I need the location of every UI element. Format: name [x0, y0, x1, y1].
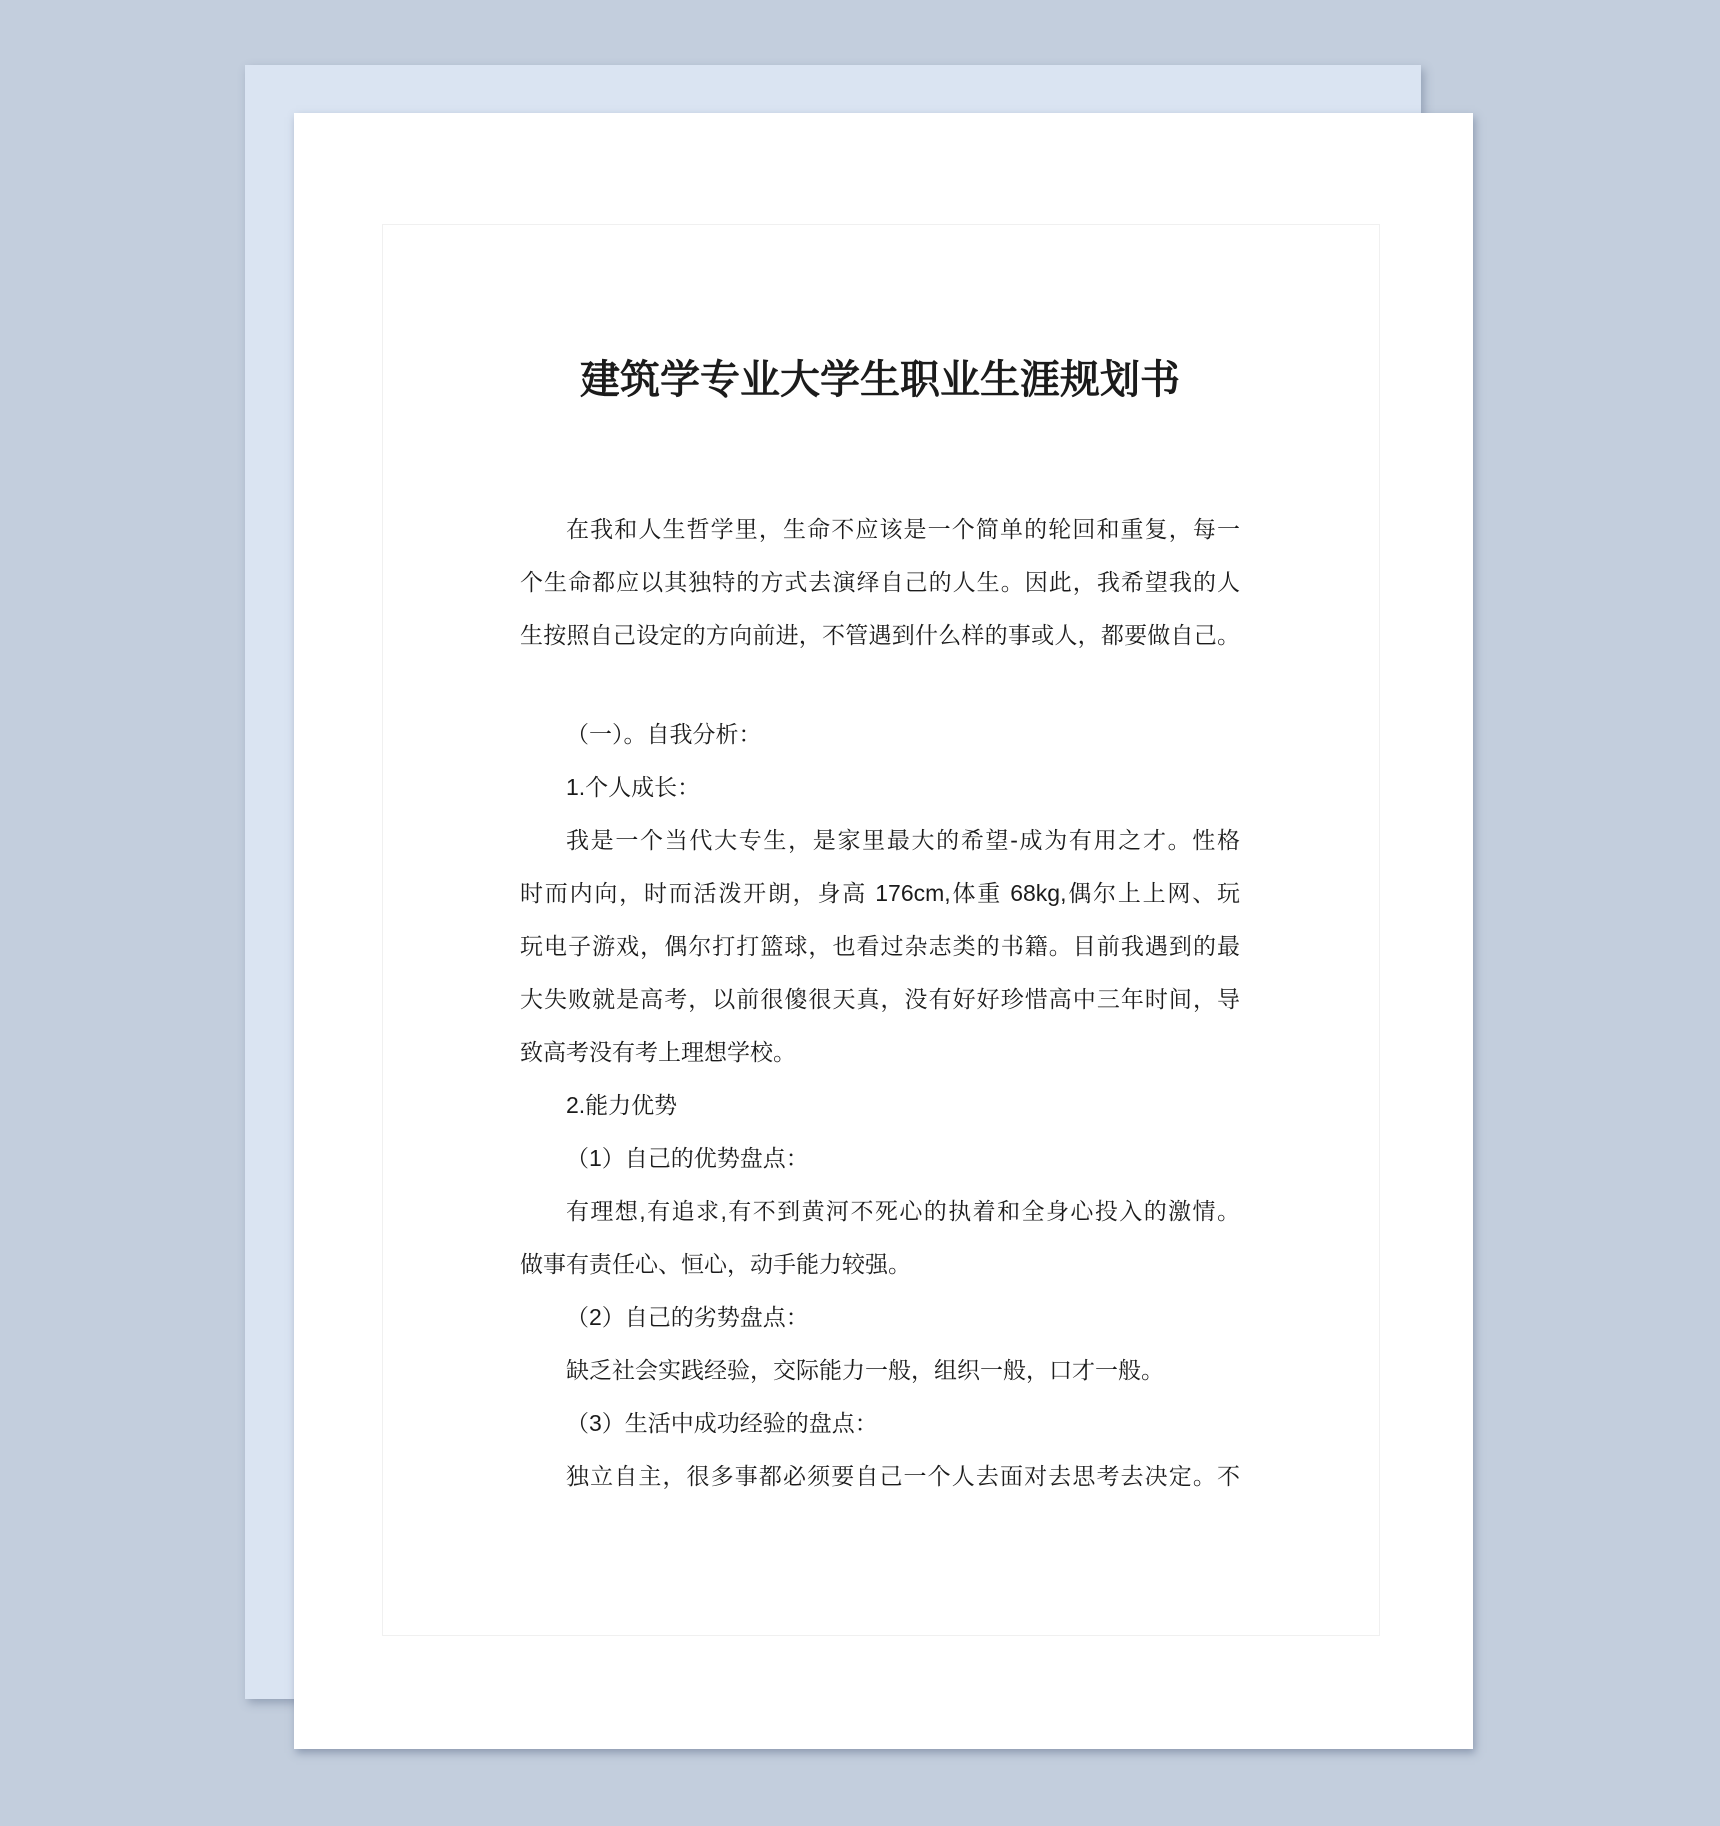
- subsection-heading: 2.能力优势: [566, 1092, 678, 1118]
- body-line: 大失败就是高考，以前很傻很天真，没有好好珍惜高中三年时间，导: [520, 986, 1240, 1012]
- document-title: 建筑学专业大学生职业生涯规划书: [580, 358, 1180, 402]
- body-line: 个生命都应以其独特的方式去演绎自己的人生。因此，我希望我的人: [520, 569, 1240, 595]
- list-item-heading: （3）生活中成功经验的盘点：: [566, 1410, 878, 1436]
- body-line: 致高考没有考上理想学校。: [520, 1039, 796, 1065]
- body-line: 做事有责任心、恒心，动手能力较强。: [520, 1251, 911, 1277]
- body-line: 我是一个当代大专生，是家里最大的希望-成为有用之才。性格: [566, 827, 1240, 853]
- document-body: [520, 503, 1240, 1503]
- body-line: 在我和人生哲学里，生命不应该是一个简单的轮回和重复，每一: [566, 516, 1240, 542]
- document-page: [294, 113, 1473, 1749]
- body-line: 有理想,有追求,有不到黄河不死心的执着和全身心投入的激情。: [566, 1198, 1240, 1224]
- body-line-blank: [520, 662, 1240, 708]
- section-heading: （一）。自我分析：: [566, 721, 762, 747]
- list-item-heading: （2）自己的劣势盘点：: [566, 1304, 809, 1330]
- subsection-heading: 1.个人成长：: [566, 774, 701, 800]
- list-item-heading: （1）自己的优势盘点：: [566, 1145, 809, 1171]
- body-line: 生按照自己设定的方向前进，不管遇到什么样的事或人，都要做自己。: [520, 622, 1240, 648]
- body-line: 玩电子游戏，偶尔打打篮球，也看过杂志类的书籍。目前我遇到的最: [520, 933, 1240, 959]
- body-line: 时而内向，时而活泼开朗，身高 176cm,体重 68kg,偶尔上上网、玩: [520, 880, 1240, 906]
- body-line: 独立自主，很多事都必须要自己一个人去面对去思考去决定。不: [566, 1463, 1240, 1489]
- body-line: 缺乏社会实践经验，交际能力一般，组织一般，口才一般。: [566, 1357, 1164, 1383]
